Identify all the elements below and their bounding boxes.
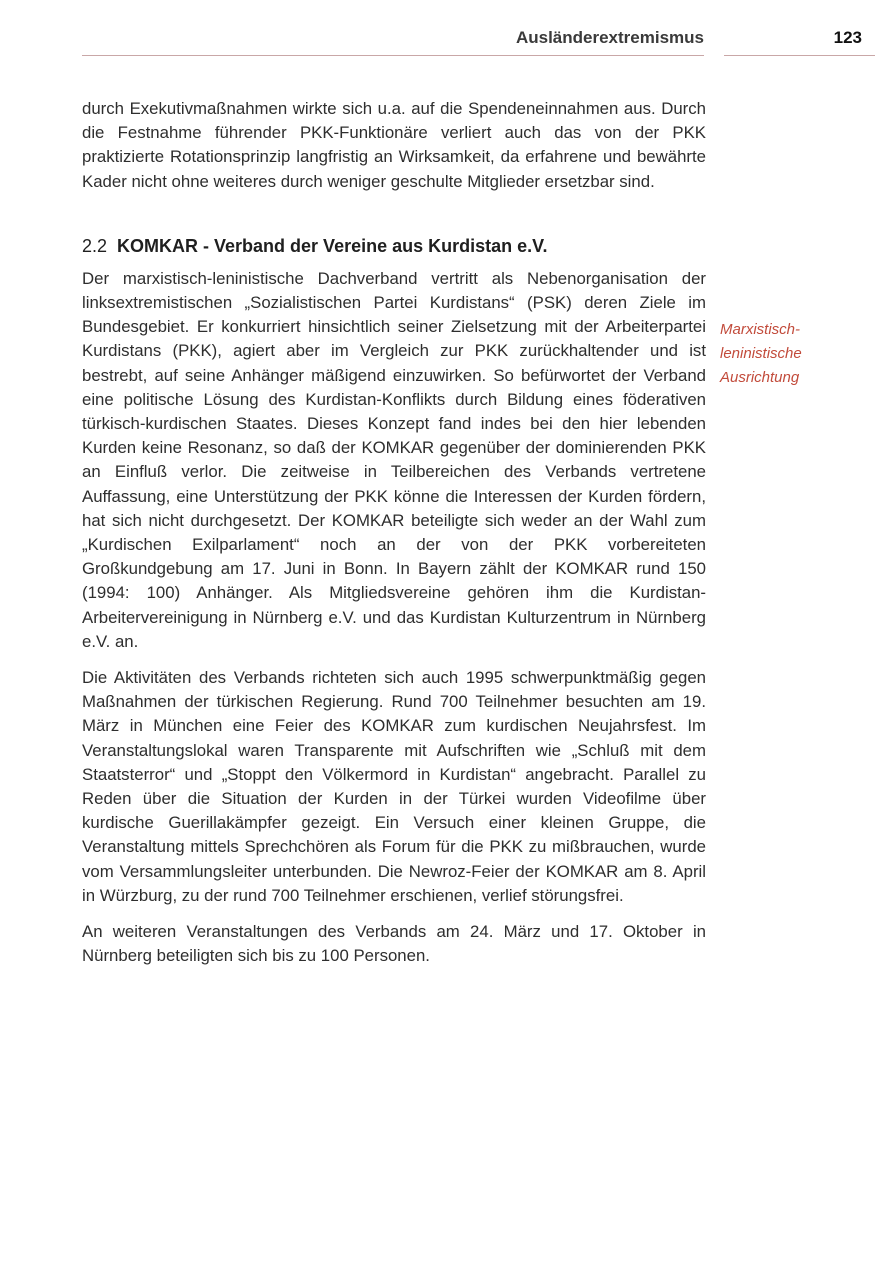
body-paragraph: An weiteren Veranstaltungen des Verbands am 24. März und 17. Oktober in Nürnberg beteiligten sich bis zu 100 Personen.: [82, 922, 706, 966]
margin-note-line: Ausrichtung: [720, 369, 800, 386]
body-paragraph: Die Aktivitäten des Verbands richteten sich auch 1995 schwerpunktmäßig gegen Maßnahmen der türkischen Regierung. Rund 700 Teilnehmer besuchten am 19. März in München eine Feier des KOMKAR zum kurdischen Neujahrsfest. Im Veranstaltungslokal waren Transparente mit Aufschriften wie „Schluß mit dem Staatsterror“ und „Stoppt den Völkermord in Kurdistan“ angebracht. Parallel zu Reden über die Situation der Kurden in der Türkei wurden Videofilme über kurdische Guerillakämpfer gezeigt. Ein Versuch einer kleinen Gruppe, die Veranstaltung mittels Sprechchören als Forum für die PKK zu mißbrauchen, wurde vom Versammlungsleiter unterbunden. Die Newroz-Feier der KOMKAR am 8. April in Würzburg, zu der rund 700 Teilnehmer erschienen, verlief störungsfrei.: [82, 668, 706, 905]
section-title: KOMKAR - Verband der Vereine aus Kurdistan e.V.: [117, 235, 548, 256]
page-header: [0, 0, 875, 60]
section-heading: [82, 236, 706, 257]
header-rule-right: [724, 55, 875, 56]
section-number: 2.2: [82, 235, 108, 256]
body-paragraph: Der marxistisch-leninistische Dachverband vertritt als Nebenorganisation der linksextremistischen „Sozialistischen Partei Kurdistans“ (PSK) deren Ziele im Bundesgebiet. Er konkurriert hinsichtlich seiner Zielsetzung mit der Arbeiterpartei Kurdistans (PKK), agiert aber im Vergleich zur PKK zurückhaltender und ist bestrebt, auf seine Anhänger mäßigend einzuwirken. So befürwortet der Verband eine politische Lösung des Kurdistan-Konflikts durch Bildung eines föderativen türkisch-kurdischen Staates. Dieses Konzept fand indes bei den hier lebenden Kurden keine Resonanz, so daß der KOMKAR gegenüber der dominierenden PKK an Einfluß verlor. Die zeitweise in Teilbereichen des Verbands vertretene Auffassung, eine Unterstützung der PKK könne die Interessen der Kurden fördern, hat sich nicht durchgesetzt. Der KOMKAR beteiligte sich weder an der Wahl zum „Kurdischen Exilparlament“ noch an der von der PKK vorbereiteten Großkundgebung am 17. Juni in Bonn. In Bayern zählt der KOMKAR rund 150 (1994: 100) Anhänger. Als Mitgliedsvereine gehören ihm die Kurdistan-Arbeitervereinigung in Nürnberg e.V. und das Kurdistan Kulturzentrum in Nürnberg e.V. an.: [82, 268, 706, 651]
margin-note: [720, 318, 830, 390]
header-rule-left: [82, 55, 704, 56]
intro-paragraph: durch Exekutivmaßnahmen wirkte sich u.a. auf die Spendeneinnahmen aus. Durch die Festnahme führender PKK-Funktionäre verliert auch das von der PKK praktizierte Rotationsprinzip langfristig an Wirksamkeit, da erfahrene und bewährte Kader nicht ohne weiteres durch weniger geschulte Mitglieder ersetzbar sind.: [82, 99, 706, 191]
main-content: [82, 97, 706, 981]
page-number: 123: [833, 28, 862, 47]
margin-note-line: Marxistisch-: [720, 321, 801, 338]
margin-note-line: leninistische: [720, 345, 802, 362]
running-header-title: Ausländerextremismus: [515, 28, 704, 47]
